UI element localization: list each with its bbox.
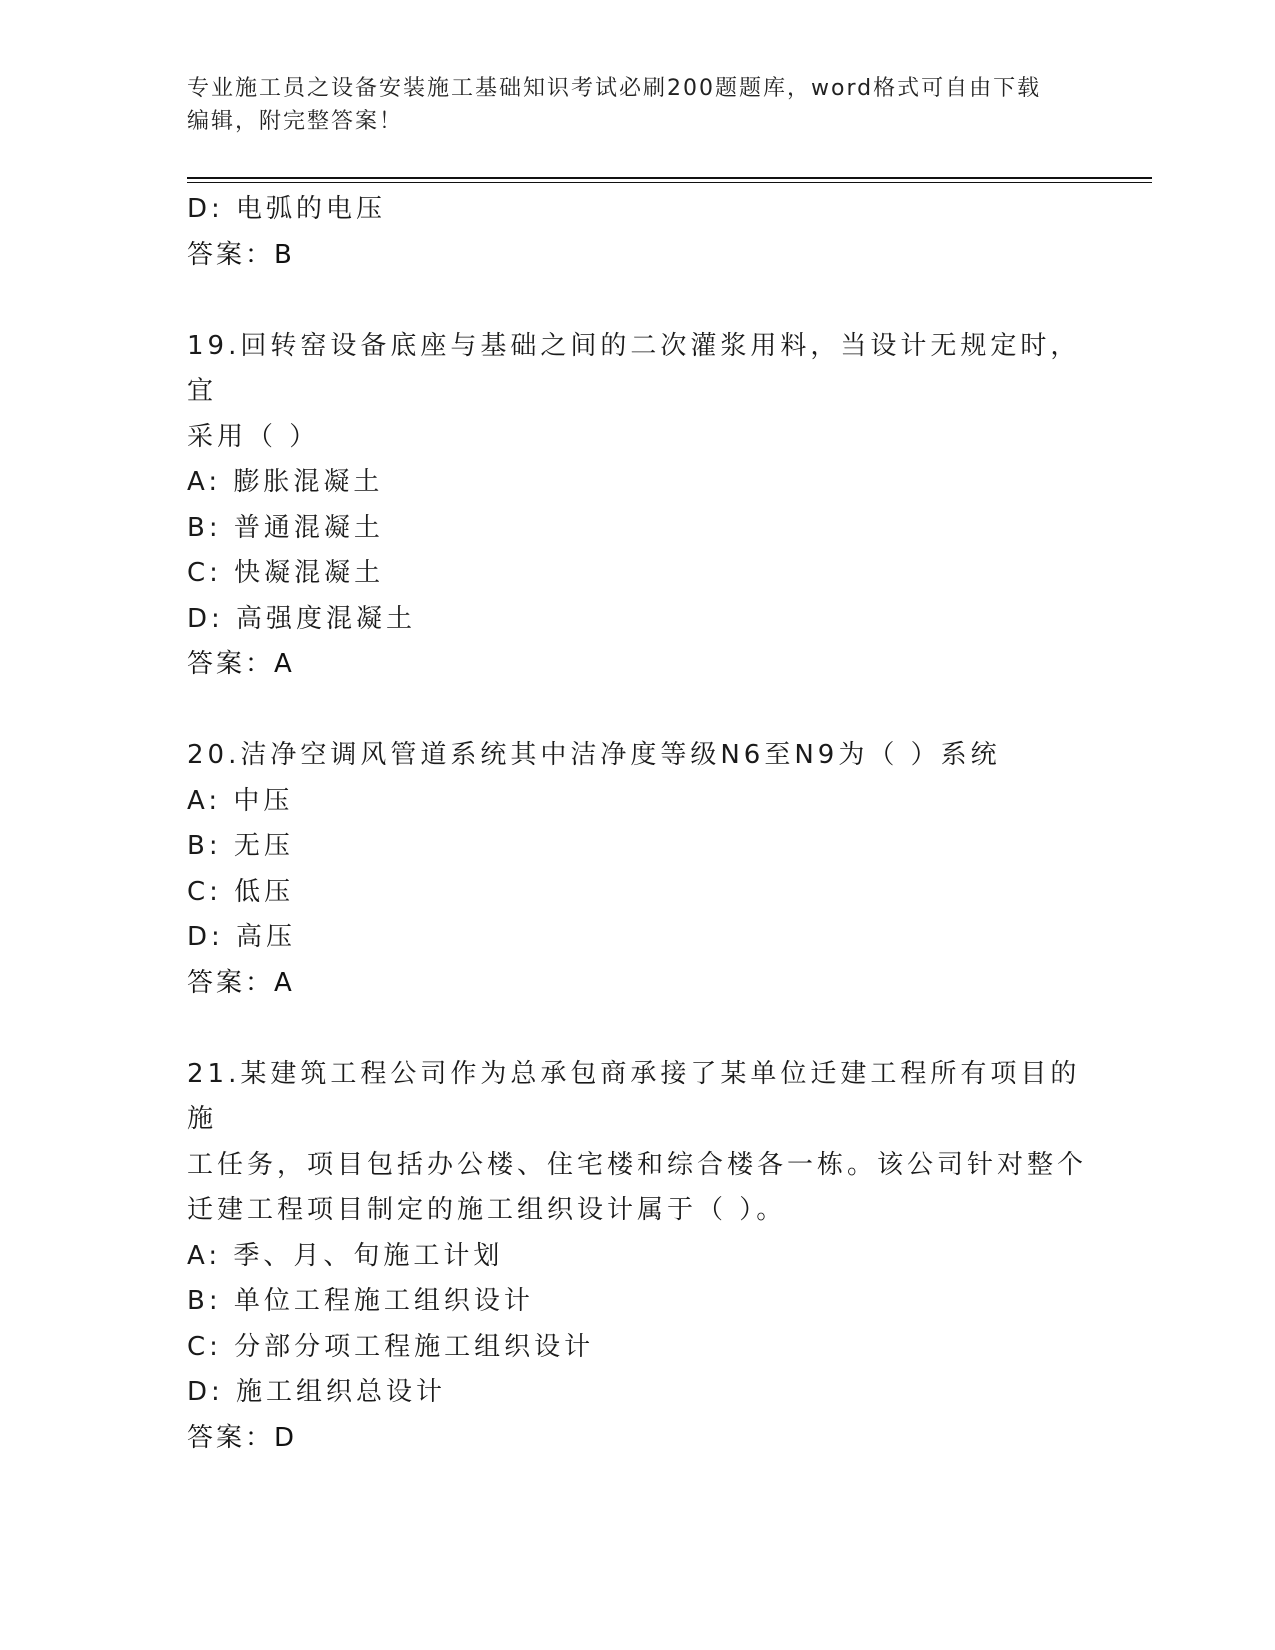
- spacer: [187, 688, 1087, 734]
- question-stem-line: 迁建工程项目制定的施工组织设计属于（ ）。: [187, 1195, 787, 1225]
- question-stem-line: 20.洁净空调风管道系统其中洁净度等级N6至N9为（ ）系统: [187, 740, 1001, 770]
- answer-line: 答案：A: [187, 649, 295, 679]
- question-stem-line: 19.回转窑设备底座与基础之间的二次灌浆用料，当设计无规定时，宜: [187, 330, 1081, 406]
- option-b: B: 普通混凝土: [187, 512, 384, 543]
- question-19: [187, 324, 1087, 688]
- spacer: [187, 1006, 1087, 1052]
- question-list: [187, 187, 1087, 1461]
- option-a: A: 中压: [187, 785, 294, 816]
- answer-line: 答案：D: [187, 1422, 298, 1453]
- option-c: C: 快凝混凝土: [187, 558, 385, 588]
- option-d: D: 高压: [187, 922, 297, 952]
- option-d: D: 高强度混凝土: [187, 603, 417, 634]
- header-rule-thick: [187, 177, 1152, 179]
- header-rule-thin: [187, 182, 1152, 183]
- option-a: A: 膨胀混凝土: [187, 467, 384, 497]
- question-stem-line: 21.某建筑工程公司作为总承包商承接了某单位迁建工程所有项目的施: [187, 1058, 1081, 1134]
- option-c: C: 低压: [187, 876, 295, 907]
- option-b: B: 单位工程施工组织设计: [187, 1286, 534, 1316]
- answer-line: 答案：B: [187, 239, 295, 270]
- page-header: [187, 72, 1087, 138]
- question-21: [187, 1052, 1087, 1462]
- question-20: [187, 733, 1087, 1006]
- question-stem-line: 工任务，项目包括办公楼、住宅楼和综合楼各一栋。该公司针对整个: [187, 1149, 1088, 1180]
- question-stem-line: 采用（ ）: [187, 421, 320, 452]
- header-line-1: 专业施工员之设备安装施工基础知识考试必刷200题题库，word格式可自由下载: [187, 76, 1042, 101]
- previous-question-tail: [187, 187, 1087, 278]
- option-d: D: 施工组织总设计: [187, 1377, 447, 1407]
- option-c: C: 分部分项工程施工组织设计: [187, 1331, 595, 1362]
- option-a: A: 季、月、旬施工计划: [187, 1240, 504, 1271]
- answer-line: 答案：A: [187, 967, 295, 998]
- option-d: D: 电弧的电压: [187, 194, 387, 224]
- spacer: [187, 278, 1087, 324]
- option-b: B: 无压: [187, 831, 294, 861]
- header-line-2: 编辑，附完整答案！: [187, 109, 404, 134]
